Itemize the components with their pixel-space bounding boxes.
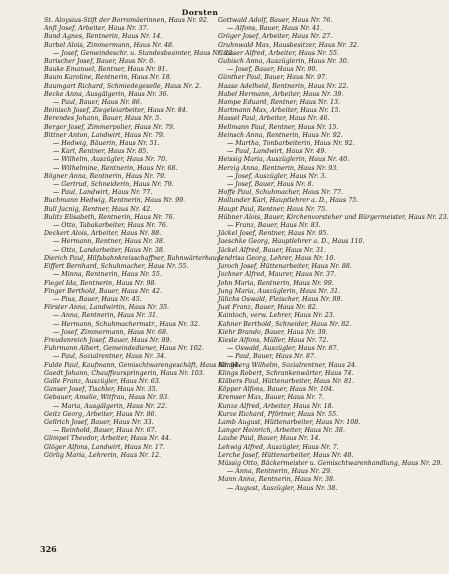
directory-entry: — Minna, Rentnerin, Haus Nr. 55. [53,271,162,279]
page-number: 326 [40,544,57,554]
directory-entry: Jochner Alfred, Maurer, Haus Nr. 37. [218,271,337,279]
directory-entry: Bögner Anna, Rentnerin, Haus Nr. 79. [44,172,166,180]
directory-entry: Fuhrmann Albert, Gemeindediener, Haus Nr. 102. [44,345,204,353]
directory-entry: — Anna, Rentnerin, Haus Nr. 31. [53,312,159,320]
directory-entry: Barbel Alois, Zimmermann, Haus Nr. 48. [44,41,175,49]
directory-entry: — Paul, Bauer, Haus Nr. 86. [53,99,142,107]
directory-entry: Lerche Josef, Hüttenarbeiter, Haus Nr. 48. [218,451,354,459]
directory-entry: Beinisch Josef, Ziegeleiarbeiter, Haus Nr. 84. [44,107,188,115]
directory-entry: Glöger Alfons, Landwirt, Haus Nr. 17. [44,443,165,451]
directory-entry: — Wilhelmine, Rentnerin, Haus Nr. 68. [53,164,178,172]
directory-entry: Kiesle Alfons, Müller, Haus Nr. 72. [218,336,329,344]
directory-entry: Deckert Alois, Arbeiter, Haus Nr. 88. [44,230,162,238]
directory-entry: Förster Anna, Landwirtin, Haus Nr. 35. [44,304,170,312]
directory-entry: Eiffert Bernhard, Schuhmacher, Haus Nr. 55. [44,263,189,271]
directory-entry: — Reinhold, Bauer, Haus Nr. 67. [53,427,157,435]
directory-entry: John Maria, Rentnerin, Haus Nr. 99. [218,279,334,287]
directory-entry: Bittner Anton, Landwirt, Haus Nr. 79. [44,131,165,139]
directory-entry: Jung Maria, Auszüglerin, Haus Nr. 31. [218,287,341,295]
directory-entry: Hartmann Max, Arbeiter, Haus Nr. 15. [218,107,341,115]
directory-entry: — Otto, Landarbeiter, Haus Nr. 38. [53,246,165,254]
directory-entry: — Josef, Gemeindeschr. u. Standesbeamter, Haus Nr. 22. [53,49,235,57]
directory-entry: Köpper Alfons, Bauer, Haus Nr. 104. [218,386,334,394]
directory-entry: Habel Hermann, Arbeiter, Haus Nr. 39. [218,90,344,98]
directory-entry: Berger Josef, Zimmerpolier, Haus Nr. 79. [44,123,175,131]
directory-entry: Baum Karoline, Rentnerin, Haus Nr. 18. [44,74,172,82]
directory-entry: — Paul, Sozialrentner, Haus Nr. 34. [53,353,167,361]
directory-entry: Gruhnwald Max, Hausbesitzer, Haus Nr. 32. [218,41,359,49]
directory-entry: Band Agnes, Rentnerin, Haus Nr. 14. [44,33,163,41]
directory-entry: Kläbers Paul, Hüttenarbeiter, Haus Nr. 81. [218,377,355,385]
directory-entry: — Josef, Auszügler, Haus Nr. 3. [227,172,327,180]
directory-entry: Klings Robert, Schrankenwärter, Haus 74. [218,369,354,377]
directory-entry: — Paul, Bauer, Haus Nr. 87. [227,353,316,361]
directory-entry: Herzig Anna, Rentnerin, Haus Nr. 93. [218,164,339,172]
directory-entry: — Josef, Bauer, Haus Nr. 90. [227,66,318,74]
directory-entry: Fulde Paul, Kaufmann, Gemischtwarengeschäft, Haus Nr. 94. [44,361,241,369]
directory-entry: Just Franz, Bauer, Haus Nr. 82. [218,304,318,312]
page-header: Dorsten [181,8,219,17]
directory-entry: — Alfons, Bauer, Haus Nr. 41. [227,25,323,33]
directory-entry: — Franz, Bauer, Haus Nr. 83. [227,222,321,230]
directory-entry: Kremser Max, Bauer, Haus Nr. 7. [218,394,324,402]
directory-entry: Kiehr Brando, Bauer, Haus Nr. 39. [218,328,328,336]
directory-entry: Bull Jacnig, Rentner, Haus Nr. 42. [44,205,153,213]
directory-entry: Hollunder Karl, Hauptlehrer a. D., Haus 75. [218,197,359,205]
directory-entry: — Wilhelm, Auszügler, Haus Nr. 70. [53,156,168,164]
directory-entry: — Karl, Rentner, Haus Nr. 85. [53,148,149,156]
directory-entry: — Otto, Tabakarbeiter, Haus Nr. 76. [53,222,168,230]
directory-entry: Gottwald Adolf, Bauer, Haus Nr. 76. [218,17,333,24]
directory-entry: Müssig Otto, Bäckermeister u. Gemischtwarenhandlung, Haus Nr. 29. [218,459,443,467]
directory-entry: Kunze Alfred, Arbeiter, Haus Nr. 18. [218,402,334,410]
directory-entry: Barischer Josef, Bauer, Haus Nr. 6. [44,58,156,66]
directory-entry: Anfi Josef, Arbeiter, Haus Nr. 37. [44,25,149,33]
directory-entry: Gellrich Josef, Bauer, Haus Nr. 33. [44,418,154,426]
directory-entry: — Martha, Tonbarbeiterin, Haus Nr. 92. [227,140,355,148]
directory-entry: — Anna, Rentnerin, Haus Nr. 29. [227,468,333,476]
directory-entry: Finger Berthold, Bauer, Haus Nr. 42. [44,287,162,295]
directory-entry: Kahner Berthold, Schneider, Haus Nr. 82. [218,320,352,328]
directory-entry: Freudenreich Josef, Bauer, Haus Nr. 89. [44,336,172,344]
directory-entry: Lehwig Alfred, Auszügler, Haus Nr. 7. [218,443,339,451]
directory-entry: Laube Paul, Bauer, Haus Nr. 14. [218,435,321,443]
directory-entry: — Maria, Ausgälgerin, Haus Nr. 22. [53,402,168,410]
directory-entry: — Paul, Landwirt, Haus Nr. 77. [53,189,153,197]
directory-entry: Berendes Johann, Bauer, Haus Nr. 5. [44,115,162,123]
directory-entry: — Oswald, Auszügler, Haus Nr. 87. [227,345,339,353]
directory-entry: Glimpel Theodor, Arbeiter, Haus Nr. 44. [44,435,172,443]
directory-entry: — Josef, Zimmermann, Haus Nr. 68. [53,328,168,336]
directory-entry: Lamb August, Hüttenarbeiter, Haus Nr. 108. [218,418,361,426]
directory-entry: Klingberg Wilhelm, Sozialrentner, Haus 24. [218,361,357,369]
directory-entry: Hübner Alois, Bauer, Kirchenvorsteher und Bürgermeister, Haus Nr. 23. [218,213,449,221]
directory-entry: Baumgart Richard, Schmiedegeselle, Haus Nr. 2. [44,82,202,90]
directory-entry: — Paul, Landwirt, Haus Nr. 49. [227,148,327,156]
directory-entry: Günther Paul, Bauer, Haus Nr. 97. [218,74,328,82]
directory-entry: Haupt Paul, Rentner, Haus Nr. 75. [218,205,328,213]
directory-entry: — Hermann, Schuhmachermstr., Haus Nr. 32. [53,320,200,328]
directory-entry: Gubisch Anna, Auszüglerin, Haus Nr. 30. [218,58,349,66]
directory-entry: Hassel Paul, Arbeiter, Haus Nr. 46. [218,115,330,123]
directory-entry: Kurze Richard, Pförtner, Haus Nr. 55. [218,410,339,418]
directory-entry: — Gertrud, Schneiderin, Haus Nr. 79. [53,181,174,189]
right-column [218,17,449,493]
directory-entry: Bulitz Elisabeth, Rentnerin, Haus Nr. 76. [44,213,175,221]
directory-entry: Hellmann Paul, Rentner, Haus Nr. 15. [218,123,339,131]
directory-entry: Gebauer, Amalie, Witfrau, Haus Nr. 93. [44,394,170,402]
directory-entry: Fiegel Ida, Rentnerin, Haus Nr. 98. [44,279,157,287]
directory-entry: — Hedwig, Bäuerin, Haus Nr. 51. [53,140,160,148]
directory-entry: Langer Heinrich, Arbeiter, Haus Nr. 38. [218,427,345,435]
directory-entry: Gaedt Johann, Chauffeurspringerin, Haus Nr. 103. [44,369,205,377]
left-column [44,17,241,460]
directory-entry: Dierich Paul, Hilfsbahnkreisschaffner, Bahnwärterhaus. [44,254,223,262]
directory-entry: Görlig Maria, Lehrerin, Haus Nr. 12. [44,451,162,459]
directory-entry: Geitz Georg, Arbeiter, Haus Nr. 86. [44,410,157,418]
directory-entry: Galle Franz, Auszügler, Haus Nr. 63. [44,377,161,385]
directory-entry: Haase Adelheid, Rentnerin, Haus Nr. 22. [218,82,349,90]
directory-entry: Mann Anna, Rentnerin, Haus Nr. 38. [218,476,336,484]
directory-entry: Jäckel Alfred, Bauer, Haus Nr. 31. [218,246,326,254]
directory-entry: Becke Anna, Ausgälgerin, Haus Nr. 36. [44,90,169,98]
directory-entry: — Hermann, Rentner, Haus Nr. 38. [53,238,165,246]
directory-entry: Ganser Josef, Tischler, Haus Nr. 35. [44,386,158,394]
directory-entry: Heissig Maria, Auszüglerin, Haus Nr. 40. [218,156,350,164]
directory-entry: Hampe Eduard, Rentner, Haus Nr. 13. [218,99,340,107]
directory-entry: Kaintoch, verw. Lehrer, Haus Nr. 23. [218,312,335,320]
directory-entry: Jendrisa Georg, Lehrer, Haus Nr. 10. [218,254,336,262]
directory-entry: St. Aloysius-Stift der Borromäerinnen, Haus Nr. 92. [44,17,209,24]
directory-entry: — Josef, Bauer, Haus Nr. 8. [227,181,314,189]
directory-entry: Buchmann Hedwig, Rentnerin, Haus Nr. 99. [44,197,186,205]
directory-entry: Gröger Josef, Arbeiter, Haus Nr. 27. [218,33,333,41]
directory-entry: Bauke Emanuel, Rentner, Haus Nr. 91. [44,66,168,74]
directory-entry: — Pius, Bauer, Haus Nr. 45. [53,295,142,303]
directory-entry: Heinsch Anna, Rentnerin, Haus Nr. 92. [218,131,343,139]
directory-entry: Hoffe Paul, Schuhmacher, Haus Nr. 77. [218,189,343,197]
directory-entry: Grosser Alfred, Arbeiter, Haus Nr. 55. [218,49,339,57]
directory-entry: Jaroch Josef, Hüttenarbeiter, Haus Nr. 88. [218,263,352,271]
directory-entry: Jaeschke Georg, Hauptlehrer a. D., Haus 110. [218,238,365,246]
directory-entry: — August, Auszügler, Haus Nr. 38. [227,484,338,492]
directory-entry: Jülichs Oswald, Fleischer, Haus Nr. 89. [218,295,343,303]
directory-entry: Jäckel Josef, Rentner, Haus Nr. 95. [218,230,329,238]
